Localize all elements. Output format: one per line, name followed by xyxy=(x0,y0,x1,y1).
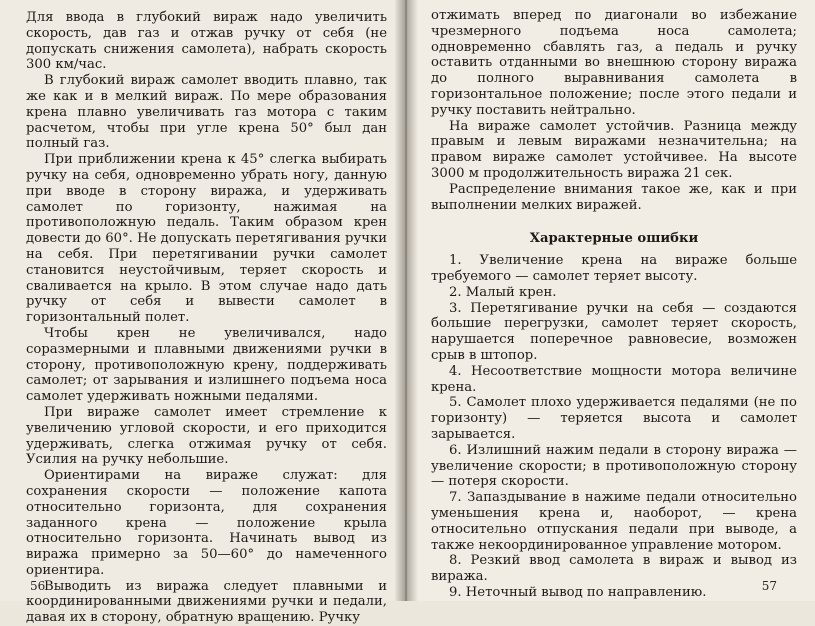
paragraph: Ориентирами на вираже служат: для сохранения скорости — положение капота относительно горизонта, для сохранения заданного крена — положение крыла относительно горизонта. Начинать вывод из виража примерно за 50—60° до намеченного ориентира. xyxy=(26,468,387,578)
error-item: 3. Перетягивание ручки на себя — создаются большие перегрузки, самолет теряет скорость, нарушается поперечное равновесие, возможен срыв в штопор. xyxy=(431,300,797,363)
error-item: 1. Увеличение крена на вираже больше требуемого — самолет теряет высоту. xyxy=(431,253,797,284)
paragraph: отжимать вперед по диагонали во избежание чрезмерного подъема носа самолета; одновременно сбавлять газ, а педаль и ручку оставить отданными во внешнюю сторону виража до полного выравнивания самолета в горизонтальное положение; после этого педали и ручку поставить нейтрально. xyxy=(431,8,797,118)
paragraph: Распределение внимания такое же, как и при выполнении мелких виражей. xyxy=(431,181,797,213)
paragraph: При вираже самолет имеет стремление к увеличению угловой скорости, и его приходится удерживать, слегка отжимая ручку от себя. Усилия на ручку небольшие. xyxy=(26,404,387,468)
left-page-text xyxy=(26,10,387,626)
paragraph: На вираже самолет устойчив. Разница между правым и левым виражами незначительна; на правом вираже самолет устойчивее. На высоте 3000 м продолжительность виража 21 сек. xyxy=(431,118,797,181)
error-item: 5. Самолет плохо удерживается педалями (не по горизонту) — теряется высота и самолет зарывается. xyxy=(431,395,797,442)
error-item: 7. Запаздывание в нажиме педали относительно уменьшения крена и, наоборот, — крена относительно отпускания педали при выводе, а также некоординированное управление мотором. xyxy=(431,490,797,553)
book-gutter xyxy=(394,0,418,601)
error-item: 2. Малый крен. xyxy=(449,284,557,300)
paragraph: Выводить из виража следует плавными и координированными движениями ручки и педали, давая их в сторону, обратную вращению. Ручку xyxy=(26,578,387,626)
paragraph: В глубокий вираж самолет вводить плавно, так же как и в мелкий вираж. По мере образования крена плавно увеличивать газ мотора с таким расчетом, чтобы при угле крена 50° был дан полный газ. xyxy=(26,73,387,152)
error-item: 8. Резкий ввод самолета в вираж и вывод из виража. xyxy=(431,553,797,585)
left-page xyxy=(0,0,405,626)
right-page xyxy=(405,0,815,601)
error-item: 4. Несоответствие мощности мотора величине крена. xyxy=(431,363,797,395)
paragraph: При приближении крена к 45° слегка выбирать ручку на себя, одновременно убрать ногу, данную при вводе в сторону виража, и удерживать самолет по горизонту, нажимая на противоположную педаль. Таким образом крен довести до 60°. Не допускать перетягивания ручки на себя. При перетягивании ручки самолет становится неустойчивым, теряет скорость и сваливается на крыло. В этом случае надо дать ручку от себя и вывести самолет в горизонтальный полет. xyxy=(26,152,387,326)
page-number-right: 57 xyxy=(761,579,777,593)
paragraph: Для ввода в глубокий вираж надо увеличить скорость, дав газ и отжав ручку от себя (не допускать снижения самолета), набрать скорость 300 км/час. xyxy=(26,10,387,73)
error-item: 9. Неточный вывод по направлению. xyxy=(449,584,707,600)
right-page-text xyxy=(431,8,797,601)
section-heading: Характерные ошибки xyxy=(529,231,699,247)
page-number-left: 56 xyxy=(30,579,46,593)
error-item: 6. Излишний нажим педали в сторону виража — увеличение скорости; в противоположную сторону — потеря скорости. xyxy=(431,442,797,490)
paragraph: Чтобы крен не увеличивался, надо соразмерными и плавными движениями ручки в сторону, противоположную крену, поддерживать самолет; от зарывания и излишнего подъема носа самолет удерживать ножными педалями. xyxy=(26,325,387,405)
